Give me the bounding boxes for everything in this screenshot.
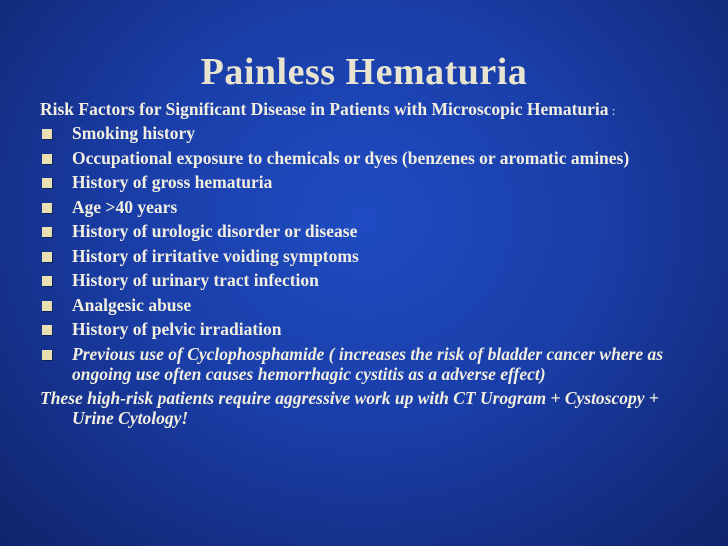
- square-bullet-icon: [42, 178, 52, 188]
- list-item: [40, 221, 700, 241]
- square-bullet-icon: [42, 129, 52, 139]
- square-bullet-icon: [42, 203, 52, 213]
- list-item-text: History of urinary tract infection: [72, 270, 319, 290]
- list-item-text: Previous use of Cyclophosphamide ( increases the risk of bladder cancer where as ongoing use often causes hemorrhagic cystitis as a adverse effect): [72, 343, 664, 384]
- list-item: [40, 148, 700, 168]
- list-item-text: Analgesic abuse: [72, 294, 192, 315]
- list-item-text: History of pelvic irradiation: [72, 319, 282, 339]
- square-bullet-icon: [42, 154, 52, 164]
- list-item-text: Smoking history: [72, 123, 196, 143]
- square-bullet-icon: [42, 350, 52, 360]
- list-item: [40, 123, 700, 143]
- intro-label: Risk Factors for Significant Disease in Patients with Microscopic Hematuria: [40, 99, 609, 119]
- square-bullet-icon: [42, 301, 52, 311]
- list-item: [40, 246, 700, 266]
- square-bullet-icon: [42, 252, 52, 262]
- list-item-text: Age >40 years: [72, 196, 178, 217]
- closing-note: These high-risk patients require aggressive work up with CT Urogram + Cystoscopy + Urine Cytology!: [40, 388, 659, 428]
- slide-title: Painless Hematuria: [200, 51, 528, 93]
- list-item: [40, 172, 700, 192]
- square-bullet-icon: [42, 325, 52, 335]
- list-item-text: History of irritative voiding symptoms: [72, 245, 359, 266]
- list-item-text: Occupational exposure to chemicals or dyes (benzenes or aromatic amines): [72, 147, 630, 168]
- list-item: [40, 270, 700, 290]
- square-bullet-icon: [42, 227, 52, 237]
- slide-content: [40, 99, 700, 446]
- intro-suffix: :: [608, 103, 616, 118]
- list-item: [40, 344, 700, 384]
- list-item-text: History of gross hematuria: [72, 172, 273, 192]
- list-item: [40, 295, 700, 315]
- list-item: [40, 197, 700, 217]
- list-item: [40, 319, 700, 339]
- intro-text: [40, 99, 700, 121]
- list-item-text: History of urologic disorder or disease: [72, 221, 358, 241]
- square-bullet-icon: [42, 276, 52, 286]
- risk-factor-list: [40, 123, 700, 384]
